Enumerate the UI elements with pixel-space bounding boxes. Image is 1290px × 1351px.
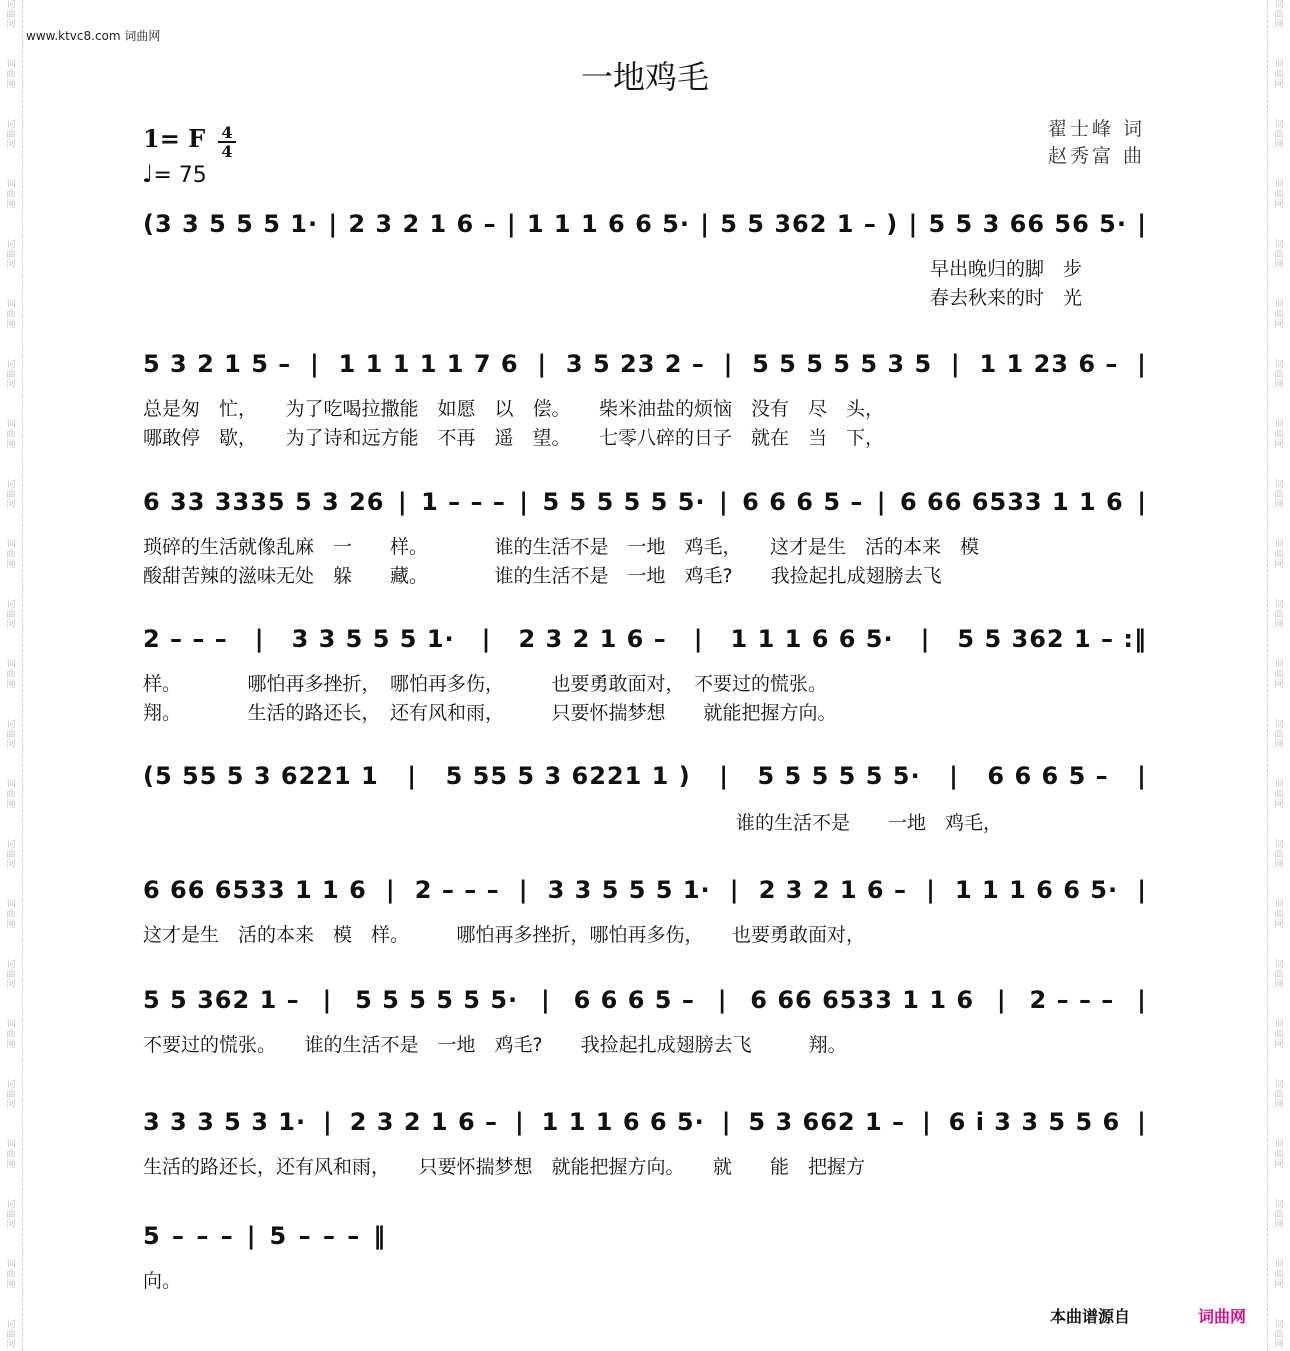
measure: (5 55 5 3 6221 1 xyxy=(143,762,379,790)
measure: 6 66 6533 1 1 6 xyxy=(899,488,1124,516)
barline: | xyxy=(407,762,418,790)
watermark-text: 词 曲 网 xyxy=(6,660,16,690)
barline: | xyxy=(328,210,339,238)
measure: 6 6 6 5 – xyxy=(573,986,695,1014)
measure: 5 5 5 5 5 3 5 xyxy=(752,350,933,378)
barline: | xyxy=(949,762,959,790)
lyric-verse-2: 酸甜苦辣的滋味无处 躲 藏。 谁的生活不是 一地 鸡毛? 我捡起扎成翅膀去飞 xyxy=(143,565,942,587)
barline: | xyxy=(323,1108,333,1136)
barline: | xyxy=(506,210,517,238)
song-title: 一地鸡毛 xyxy=(580,58,709,96)
barline: | xyxy=(1137,986,1147,1014)
barline: | xyxy=(1137,762,1147,790)
measure: 6 66 6533 1 1 6 xyxy=(750,986,975,1014)
watermark-text: 词 曲 网 xyxy=(1274,1320,1284,1350)
measure: 6 33 3335 5 3 26 xyxy=(143,488,385,516)
measure: 5 5 5 5 5 5· xyxy=(542,488,706,516)
watermark-text: 词 曲 网 xyxy=(1274,1080,1284,1110)
measure: 5 – – – xyxy=(269,1222,362,1250)
lyric-verse-2: 春去秋来的时 光 xyxy=(930,287,1083,309)
barline: | xyxy=(310,350,320,378)
barline: 5 5 362 1 – :‖ xyxy=(957,625,1147,653)
lyric-verse-1: 总是匆 忙， 为了吃喝拉撒能 如愿 以 偿。 柴米油盐的烦恼 没有 尽 头， xyxy=(143,398,885,420)
watermark-text: 词 曲 网 xyxy=(6,540,16,570)
watermark-text: 词 曲 网 xyxy=(1274,120,1284,150)
barline: | xyxy=(1137,210,1147,238)
time-signature xyxy=(216,124,238,160)
measure: 2 – – – xyxy=(414,876,500,904)
measure: 6 6 6 5 – xyxy=(742,488,864,516)
watermark-text: 词 曲 网 xyxy=(1274,540,1284,570)
watermark-text: 词 曲 网 xyxy=(1274,300,1284,330)
watermark-text: 词 曲 网 xyxy=(6,960,16,990)
lyric-verse-1: 生活的路还长，还有风和雨， 只要怀揣梦想 就能把握方向。 就 能 把握方 xyxy=(143,1156,866,1178)
watermark-text: 词 曲 网 xyxy=(6,600,16,630)
measure: 1 1 1 1 1 7 6 xyxy=(338,350,519,378)
notation-line xyxy=(143,762,1147,790)
watermark-text: 词 曲 网 xyxy=(1274,360,1284,390)
watermark-text: 词 曲 网 xyxy=(6,180,16,210)
watermark-text: 词 曲 网 xyxy=(6,900,16,930)
measure: 5 5 5 5 5 5· xyxy=(757,762,921,790)
barline: ‖ xyxy=(373,1222,388,1250)
watermark-text: 词 曲 网 xyxy=(1274,180,1284,210)
barline: | xyxy=(996,986,1007,1014)
barline: | xyxy=(481,625,492,653)
barline: | xyxy=(397,488,408,516)
barline: | xyxy=(723,350,734,378)
watermark-text: 词 曲 网 xyxy=(6,1320,16,1350)
lyric-verse-1: 琐碎的生活就像乱麻 一 样。 谁的生活不是 一地 鸡毛， 这才是生 活的本来 模 xyxy=(143,536,980,558)
measure: 5 5 362 1 – xyxy=(143,986,300,1014)
barline: | xyxy=(921,1108,932,1136)
watermark-text: 词 曲 网 xyxy=(1274,420,1284,450)
barline: | xyxy=(718,488,729,516)
watermark-text: 词 曲 网 xyxy=(6,60,16,90)
watermark-text: 词 曲 网 xyxy=(6,1260,16,1290)
lyricist-credit: 翟士峰 词 xyxy=(1047,118,1145,140)
measure: 2 – – – xyxy=(143,625,228,653)
measure: 1 1 23 6 – xyxy=(979,350,1119,378)
watermark-text: 词 曲 网 xyxy=(6,420,16,450)
notation-line xyxy=(143,986,1147,1014)
barline: | xyxy=(876,488,887,516)
barline: | xyxy=(908,210,919,238)
notation-line xyxy=(143,876,1147,904)
barline: | xyxy=(537,350,548,378)
measure: 1 1 1 6 6 5· xyxy=(954,876,1119,904)
watermark-text: 词 曲 网 xyxy=(6,840,16,870)
watermark-text: 词 曲 网 xyxy=(1274,720,1284,750)
barline: | xyxy=(1137,350,1147,378)
lyric-verse-1: 不要过的慌张。 谁的生活不是 一地 鸡毛? 我捡起扎成翅膀去飞 翔。 xyxy=(143,1034,847,1056)
watermark-text: 词 曲 网 xyxy=(1274,960,1284,990)
lyric-verse-1: 早出晚归的脚 步 xyxy=(930,258,1083,280)
measure: 5 – – – xyxy=(143,1222,235,1250)
measure: 2 3 2 1 6 – xyxy=(518,625,667,653)
barline: | xyxy=(721,1108,732,1136)
notation-line xyxy=(143,625,1147,653)
barline: | xyxy=(729,876,740,904)
notation-line xyxy=(143,350,1147,378)
watermark-text: 词 曲 网 xyxy=(6,1080,16,1110)
barline: | xyxy=(541,986,551,1014)
lyric-verse-1: 样。 哪怕再多挫折， 哪怕再多伤， 也要勇敢面对， 不要过的慌张。 xyxy=(143,673,828,695)
measure: 5 3 2 1 5 – xyxy=(143,350,292,378)
watermark-text: 词 曲 网 xyxy=(6,360,16,390)
barline: | xyxy=(254,625,265,653)
watermark-text: 词 曲 网 xyxy=(1274,60,1284,90)
watermark-text: 词 曲 网 xyxy=(1274,600,1284,630)
measure: 5 5 5 5 5 5· xyxy=(355,986,519,1014)
site-label[interactable]: www.ktvc8.com 词曲网 xyxy=(26,29,161,43)
lyric-verse-2: 哪敢停 歇， 为了诗和远方能 不再 遥 望。 七零八碎的日子 就在 当 下， xyxy=(143,427,885,449)
watermark-text: 词 曲 网 xyxy=(1274,660,1284,690)
notation-line xyxy=(143,1222,399,1250)
measure: 2 3 2 1 6 – xyxy=(348,210,497,238)
watermark-text: 词 曲 网 xyxy=(6,780,16,810)
watermark-text: 词 曲 网 xyxy=(1274,1140,1284,1170)
watermark-text: 词 曲 网 xyxy=(6,1020,16,1050)
watermark-text: 词 曲 网 xyxy=(1274,0,1284,30)
tempo-marking xyxy=(142,160,207,188)
watermark-text: 词 曲 网 xyxy=(1274,1260,1284,1290)
footer-source: 本曲谱源自 xyxy=(1050,1307,1131,1326)
barline: | xyxy=(717,986,728,1014)
watermark-text: 词 曲 网 xyxy=(1274,780,1284,810)
lyric-verse-1: 向。 xyxy=(143,1270,182,1292)
notation-line xyxy=(143,210,1147,238)
measure: (3 3 5 5 5 1· xyxy=(143,210,319,238)
watermark-text: 词 曲 网 xyxy=(1274,1020,1284,1050)
barline: | xyxy=(920,625,931,653)
barline: | xyxy=(1137,876,1147,904)
measure: 3 3 3 5 3 1· xyxy=(143,1108,307,1136)
time-signature-bottom: 4 xyxy=(221,142,233,161)
lyric-verse-1: 这才是生 活的本来 模 样。 哪怕再多挫折，哪怕再多伤， 也要勇敢面对， xyxy=(143,924,866,946)
time-signature-top: 4 xyxy=(221,123,233,142)
measure: 3 5 23 2 – xyxy=(565,350,705,378)
key-signature: 1= F xyxy=(143,124,206,153)
barline: | xyxy=(322,986,333,1014)
measure: 5 5 3 66 56 5· xyxy=(928,210,1127,238)
watermark-text: 词 曲 网 xyxy=(6,0,16,30)
measure: 1 1 1 6 6 5· xyxy=(730,625,894,653)
watermark-text: 词 曲 网 xyxy=(1274,1200,1284,1230)
barline: | xyxy=(693,625,704,653)
measure: 1 – – – xyxy=(421,488,506,516)
watermark-text: 词 曲 网 xyxy=(1274,900,1284,930)
measure: 6 i 3 3 5 5 6 xyxy=(948,1108,1121,1136)
watermark-text: 词 曲 网 xyxy=(1274,480,1284,510)
measure: 5 5 362 1 – ) xyxy=(720,210,899,238)
barline: | xyxy=(1137,1108,1147,1136)
tempo-value: = 75 xyxy=(153,163,207,188)
barline: | xyxy=(385,876,396,904)
barline: | xyxy=(519,488,530,516)
barline: | xyxy=(1137,488,1147,516)
measure: 1 1 1 6 6 5· xyxy=(526,210,690,238)
barline: | xyxy=(246,1222,258,1250)
watermark-text: 词 曲 网 xyxy=(6,480,16,510)
watermark-text: 词 曲 网 xyxy=(6,1140,16,1170)
measure: 3 3 5 5 5 1· xyxy=(291,625,455,653)
measure: 1 1 1 6 6 5· xyxy=(541,1108,705,1136)
barline: | xyxy=(700,210,710,238)
watermark-text: 词 曲 网 xyxy=(1274,840,1284,870)
watermark-text: 词 曲 网 xyxy=(6,300,16,330)
measure: 6 66 6533 1 1 6 xyxy=(143,876,367,904)
measure: 3 3 5 5 5 1· xyxy=(547,876,711,904)
measure: 5 3 662 1 – xyxy=(748,1108,906,1136)
watermark-text: 词 曲 网 xyxy=(6,240,16,270)
barline: | xyxy=(719,762,729,790)
notation-line xyxy=(143,1108,1147,1136)
watermark-text: 词 曲 网 xyxy=(6,720,16,750)
watermark-text: 词 曲 网 xyxy=(1274,240,1284,270)
composer-credit: 赵秀富 曲 xyxy=(1047,145,1145,167)
measure: 2 3 2 1 6 – xyxy=(758,876,907,904)
barline: | xyxy=(514,1108,525,1136)
measure: 2 3 2 1 6 – xyxy=(349,1108,499,1136)
watermark-text: 词 曲 网 xyxy=(6,120,16,150)
watermark-text: 词 曲 网 xyxy=(6,1200,16,1230)
footer-brand-link[interactable]: 词曲网 xyxy=(1198,1307,1247,1326)
barline: | xyxy=(518,876,529,904)
barline: | xyxy=(950,350,961,378)
lyric-verse-2: 翔。 生活的路还长， 还有风和雨， 只要怀揣梦想 就能把握方向。 xyxy=(143,702,837,724)
measure: 6 6 6 5 – xyxy=(987,762,1109,790)
quarter-note-icon: ♩ xyxy=(142,160,154,188)
measure: 2 – – – xyxy=(1029,986,1115,1014)
lyric-verse-1: 谁的生活不是 一地 鸡毛， xyxy=(736,812,1003,834)
barline: | xyxy=(926,876,936,904)
measure: 5 55 5 3 6221 1 ) xyxy=(445,762,691,790)
notation-line xyxy=(143,488,1147,516)
